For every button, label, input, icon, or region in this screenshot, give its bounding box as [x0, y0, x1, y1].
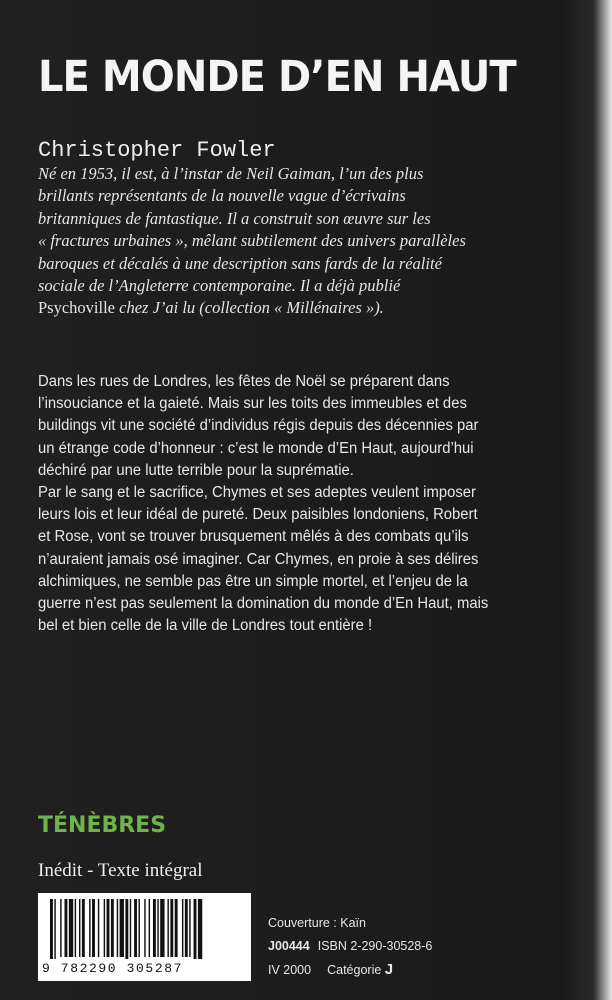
edition-note: Inédit - Texte intégral [38, 860, 203, 881]
summary-line: n’auraient jamais osé imaginer. Car Chymes, en proie à ses délires [38, 550, 479, 568]
author-bio [38, 163, 578, 320]
publisher-code: J00444 [268, 939, 310, 953]
summary-line: Dans les rues de Londres, les fêtes de Noël se préparent dans [38, 373, 450, 390]
bio-line: Né en 1953, il est, à l’instar de Neil Gaiman, l’un des plus [38, 164, 424, 183]
summary-line: guerre n’est pas seulement la domination du monde d’En Haut, mais [38, 595, 489, 613]
barcode-bars [50, 899, 240, 959]
barcode-bar [111, 899, 114, 957]
summary-line: buildings vit une société d’individus régis depuis des décennies par [38, 417, 479, 435]
barcode-bar [149, 899, 150, 957]
bio-line: sociale de l’Angleterre contemporaine. Il a déjà publié [38, 276, 401, 296]
barcode-bar [82, 899, 85, 957]
summary-line: Par le sang et le sacrifice, Chymes et ses adeptes veulent imposer [38, 484, 476, 502]
bio-line: brillants représentants de la nouvelle vague d’écrivains [38, 186, 406, 206]
summary-line: et Rose, vont se trouver brusquement mêlés à des combats qu’ils [38, 528, 469, 546]
barcode-bar [144, 899, 145, 957]
publication-info [268, 912, 432, 982]
barcode-bar [182, 899, 183, 957]
bio-line: « fractures urbaines », mêlant subtilement des univers parallèles [38, 231, 466, 251]
publication-date: IV 2000 [268, 963, 312, 977]
barcode-bar [125, 899, 128, 959]
barcode-bar [138, 899, 139, 957]
barcode-bar [130, 899, 131, 957]
barcode-bar [170, 899, 173, 957]
bio-line-last [38, 297, 578, 319]
barcode-bar [189, 899, 190, 957]
barcode-digits: 9 782290 305287 [42, 961, 184, 976]
barcode-bar [167, 899, 168, 957]
summary-line: un étrange code d’honneur : c’est le monde d’En Haut, aujourd’hui [38, 439, 474, 457]
book-summary [38, 371, 567, 637]
barcode-bar [98, 899, 99, 957]
barcode-bar [60, 899, 61, 957]
barcode-bar [54, 899, 55, 959]
barcode-bar [69, 899, 73, 957]
barcode-bar [185, 899, 188, 957]
barcode-bar [160, 899, 164, 957]
barcode-bar [92, 899, 95, 957]
collection-logo: TÉNÈBRES [38, 813, 167, 838]
book-title: LE MONDE D’EN HAUT [38, 52, 516, 102]
category-letter: J [384, 961, 394, 978]
barcode-bar [153, 899, 156, 957]
bio-line: britanniques de fantastique. Il a construit son œuvre sur les [38, 208, 431, 228]
isbn: ISBN 2-290-30528-6 [317, 939, 433, 953]
author-name: Christopher Fowler [38, 138, 276, 163]
barcode-bar [50, 899, 53, 959]
barcode-bar [89, 899, 90, 957]
barcode-bar [117, 899, 118, 957]
summary-line: bel et bien celle de la ville de Londres tout entière ! [38, 617, 373, 635]
bio-line: baroques et décalés à une description sans fards de la réalité [38, 253, 442, 273]
barcode-bar [157, 899, 158, 957]
barcode-bar [198, 899, 202, 959]
barcode-bar [104, 899, 105, 957]
summary-line: leurs lois et leur idéal de pureté. Deux paisibles londoniens, Robert [38, 506, 478, 524]
cover-credit: Couverture : Kaïn [268, 916, 366, 930]
barcode [38, 893, 251, 981]
summary-line: l’insouciance et la gaieté. Mais sur les toits des immeubles et des [38, 395, 467, 413]
isbn-row [268, 935, 432, 958]
barcode-bar [134, 899, 137, 957]
category-label: Catégorie [327, 963, 382, 977]
barcode-bar [194, 899, 197, 959]
barcode-bar [65, 899, 68, 957]
barcode-bar [79, 899, 80, 957]
summary-line: déchiré par une lutte terrible pour la suprématie. [38, 461, 354, 479]
book-reference: Psychoville [38, 298, 115, 318]
barcode-bar [120, 899, 124, 957]
date-row [268, 958, 432, 982]
barcode-bar [175, 899, 178, 957]
barcode-bar [107, 899, 110, 957]
summary-line: alchimiques, ne semble pas être un simple mortel, et l’enjeu de la [38, 572, 468, 590]
bio-line-rest: chez J’ai lu (collection « Millénaires »). [115, 298, 384, 318]
barcode-bar [75, 899, 76, 957]
